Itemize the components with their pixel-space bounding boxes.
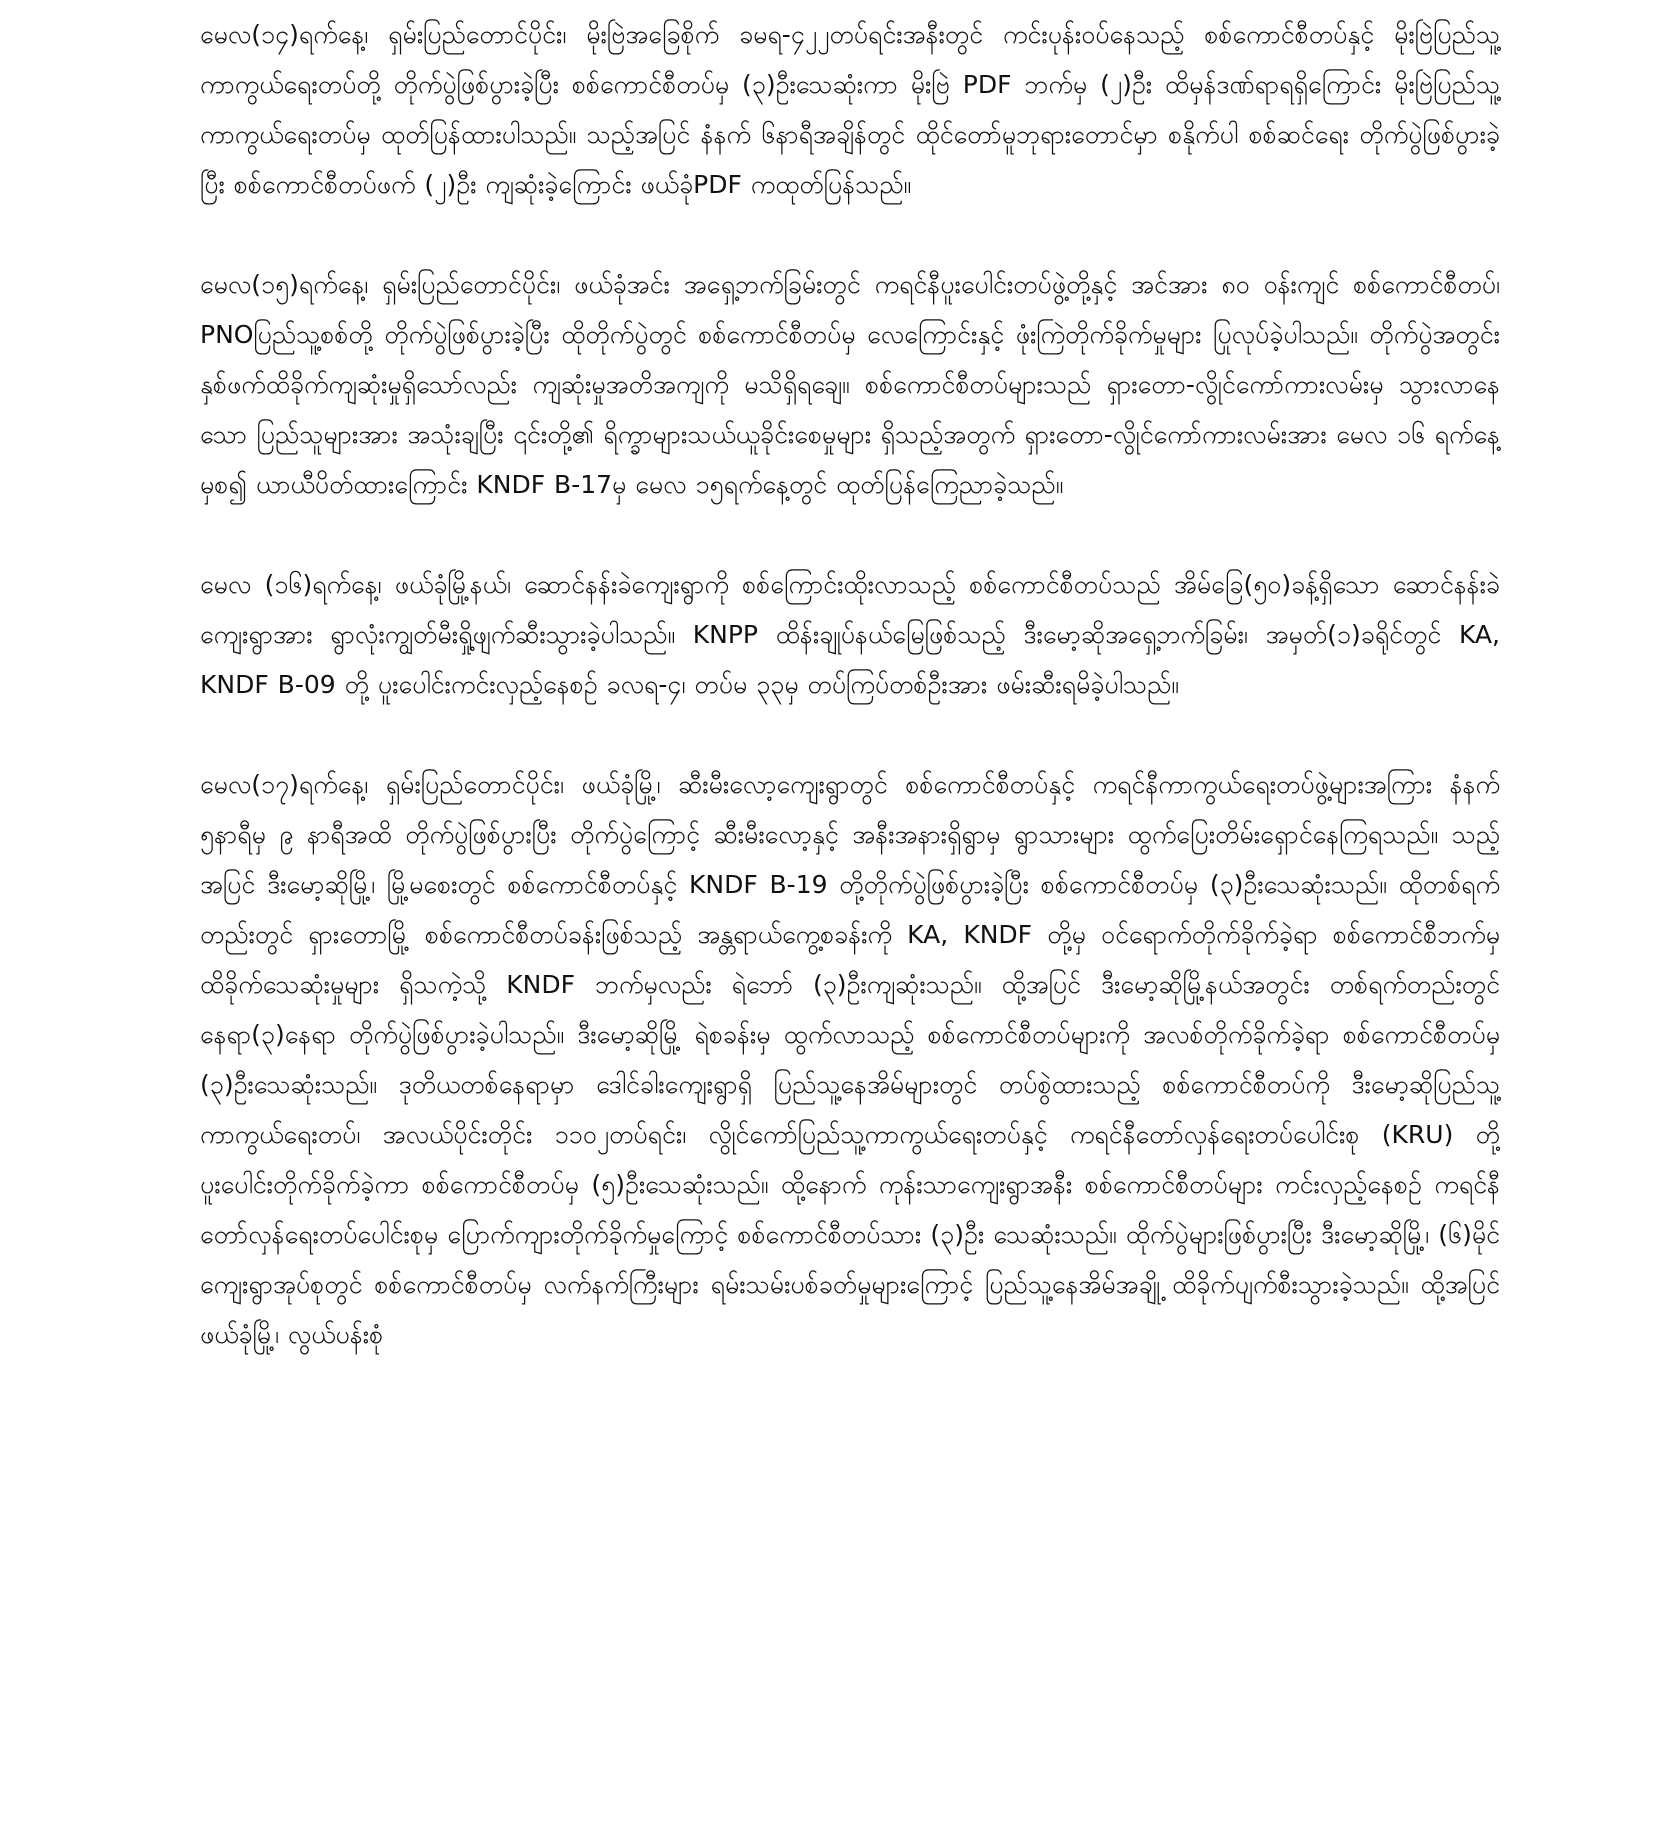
paragraph-may-16: မေလ (၁၆)ရက်နေ့၊ ဖယ်ခုံမြို့နယ်၊ ဆောင်နန်းခဲကျေးရွာကို စစ်ကြောင်းထိုးလာသည့် စစ်ကောင်စီတပ်သည် အိမ်ခြေ(၅၀)ခန့်ရှိသော ဆောင်နန်းခဲကျေးရွာအား ရွာလုံးကျွတ်မီးရှို့ဖျက်ဆီးသွားခဲ့ပါသည်။ KNPP ထိန်းချုပ်နယ်မြေဖြစ်သည့် ဒီးမော့ဆိုအရှေ့ဘက်ခြမ်း၊ အမှတ်(၁)ခရိုင်တွင် KA, KNDF B-09 တို့ ပူးပေါင်းကင်းလှည့်နေစဉ် ခလရ-၄၊ တပ်မ ၃၃မှ တပ်ကြပ်တစ်ဦးအား ဖမ်းဆီးရမိခဲ့ပါသည်။	[200, 570, 1500, 699]
paragraph-may-15: မေလ(၁၅)ရက်နေ့၊ ရှမ်းပြည်တောင်ပိုင်း၊ ဖယ်ခုံအင်း အရှေ့ဘက်ခြမ်းတွင် ကရင်နီပူးပေါင်းတပ်ဖွဲ့တို့နှင့် အင်အား ၈၀ ဝန်းကျင် စစ်ကောင်စီတပ်၊ PNOပြည်သူ့စစ်တို့ တိုက်ပွဲဖြစ်ပွားခဲ့ပြီး ထိုတိုက်ပွဲတွင် စစ်ကောင်စီတပ်မှ လေကြောင်းနှင့် ဖုံးကြဲတိုက်ခိုက်မှုများ ပြုလုပ်ခဲ့ပါသည်။ တိုက်ပွဲအတွင်း နှစ်ဖက်ထိခိုက်ကျဆုံးမှုရှိသော်လည်း ကျဆုံးမှုအတိအကျကို မသိရှိရချေ။ စစ်ကောင်စီတပ်များသည် ရှားတော-လွိုင်ကော်ကားလမ်းမှ သွားလာနေသော ပြည်သူများအား အသုံးချပြီး ၎င်းတို့၏ ရိက္ခာများသယ်ယူခိုင်းစေမှုများ ရှိသည့်အတွက် ရှားတော-လွိုင်ကော်ကားလမ်းအား မေလ ၁၆ ရက်နေ့မှစ၍ ယာယီပိတ်ထားကြောင်း KNDF B-17မှ မေလ ၁၅ရက်နေ့တွင် ထုတ်ပြန်ကြေညာခဲ့သည်။	[200, 270, 1500, 499]
paragraph-may-14: မေလ(၁၄)ရက်နေ့၊ ရှမ်းပြည်တောင်ပိုင်း၊ မိုးဗြဲအခြေစိုက် ခမရ-၄၂၂တပ်ရင်းအနီးတွင် ကင်းပုန်းဝပ်နေသည့် စစ်ကောင်စီတပ်နှင့် မိုးဗြဲပြည်သူ့ကာကွယ်ရေးတပ်တို့ တိုက်ပွဲဖြစ်ပွားခဲ့ပြီး စစ်ကောင်စီတပ်မှ (၃)ဦးသေဆုံးကာ မိုးဗြဲ PDF ဘက်မှ (၂)ဦး ထိမှန်ဒဏ်ရာရရှိကြောင်း မိုးဗြဲပြည်သူ့ကာကွယ်ရေးတပ်မှ ထုတ်ပြန်ထားပါသည်။ သည့်အပြင် နံနက် ၆နာရီအချိန်တွင် ထိုင်တော်မူဘုရားတောင်မှာ စနိုက်ပါ စစ်ဆင်ရေး တိုက်ပွဲဖြစ်ပွားခဲ့ပြီး စစ်ကောင်စီတပ်ဖက် (၂)ဦး ကျဆုံးခဲ့ကြောင်း ဖယ်ခုံPDF ကထုတ်ပြန်သည်။	[200, 20, 1500, 199]
paragraph-may-17: မေလ(၁၇)ရက်နေ့၊ ရှမ်းပြည်တောင်ပိုင်း၊ ဖယ်ခုံမြို့၊ ဆီးမီးလော့ကျေးရွာတွင် စစ်ကောင်စီတပ်နှင့် ကရင်နီကာကွယ်ရေးတပ်ဖွဲ့များအကြား နံနက် ၅နာရီမှ ၉ နာရီအထိ တိုက်ပွဲဖြစ်ပွားပြီး တိုက်ပွဲကြောင့် ဆီးမီးလော့နှင့် အနီးအနားရှိရွာမှ ရွာသားများ ထွက်ပြေးတိမ်းရှောင်နေကြရသည်။ သည့်အပြင် ဒီးမော့ဆိုမြို့၊ မြို့မစေးတွင် စစ်ကောင်စီတပ်နှင့် KNDF B-19 တို့တိုက်ပွဲဖြစ်ပွားခဲ့ပြီး စစ်ကောင်စီတပ်မှ (၃)ဦးသေဆုံးသည်။ ထိုတစ်ရက်တည်းတွင် ရှားတောမြို့ စစ်ကောင်စီတပ်ခန်းဖြစ်သည့် အန္တရာယ်ကွေ့စခန်းကို KA, KNDF တို့မှ ဝင်ရောက်တိုက်ခိုက်ခဲ့ရာ စစ်ကောင်စီဘက်မှထိခိုက်သေဆုံးမှုများ ရှိသကဲ့သို့ KNDF ဘက်မှလည်း ရဲဘော် (၃)ဦးကျဆုံးသည်။ ထို့အပြင် ဒီးမော့ဆိုမြို့နယ်အတွင်း တစ်ရက်တည်းတွင် နေရာ(၃)နေရာ တိုက်ပွဲဖြစ်ပွားခဲ့ပါသည်။ ဒီးမော့ဆိုမြို့ ရဲစခန်းမှ ထွက်လာသည့် စစ်ကောင်စီတပ်များကို အလစ်တိုက်ခိုက်ခဲ့ရာ စစ်ကောင်စီတပ်မှ (၃)ဦးသေဆုံးသည်။ ဒုတိယတစ်နေရာမှာ ဒေါင်ခါးကျေးရွာရှိ ပြည်သူ့နေအိမ်များတွင် တပ်စွဲထားသည့် စစ်ကောင်စီတပ်ကို ဒီးမော့ဆိုပြည်သူ့ကာကွယ်ရေးတပ်၊ အလယ်ပိုင်းတိုင်း ၁၁၀၂တပ်ရင်း၊ လွိုင်ကော်ပြည်သူ့ကာကွယ်ရေးတပ်နှင့် ကရင်နီတော်လှန်ရေးတပ်ပေါင်းစု (KRU) တို့ ပူးပေါင်းတိုက်ခိုက်ခဲ့ကာ စစ်ကောင်စီတပ်မှ (၅)ဦးသေဆုံးသည်။ ထို့နောက် ကုန်းသာကျေးရွာအနီး စစ်ကောင်စီတပ်များ ကင်းလှည့်နေစဉ် ကရင်နီတော်လှန်ရေးတပ်ပေါင်းစုမှ ပြောက်ကျားတိုက်ခိုက်မှုကြောင့် စစ်ကောင်စီတပ်သား (၃)ဦး သေဆုံးသည်။ ထိုက်ပွဲများဖြစ်ပွားပြီး ဒီးမော့ဆိုမြို့၊ (၆)မိုင်ကျေးရွာအုပ်စုတွင် စစ်ကောင်စီတပ်မှ လက်နက်ကြီးများ ရမ်းသမ်းပစ်ခတ်မှုများကြောင့် ပြည်သူ့နေအိမ်အချို့ ထိခိုက်ပျက်စီးသွားခဲ့သည်။ ထို့အပြင် ဖယ်ခုံမြို့၊ လွယ်ပန်းစုံ	[200, 770, 1500, 1349]
document-page	[200, 0, 1500, 1824]
